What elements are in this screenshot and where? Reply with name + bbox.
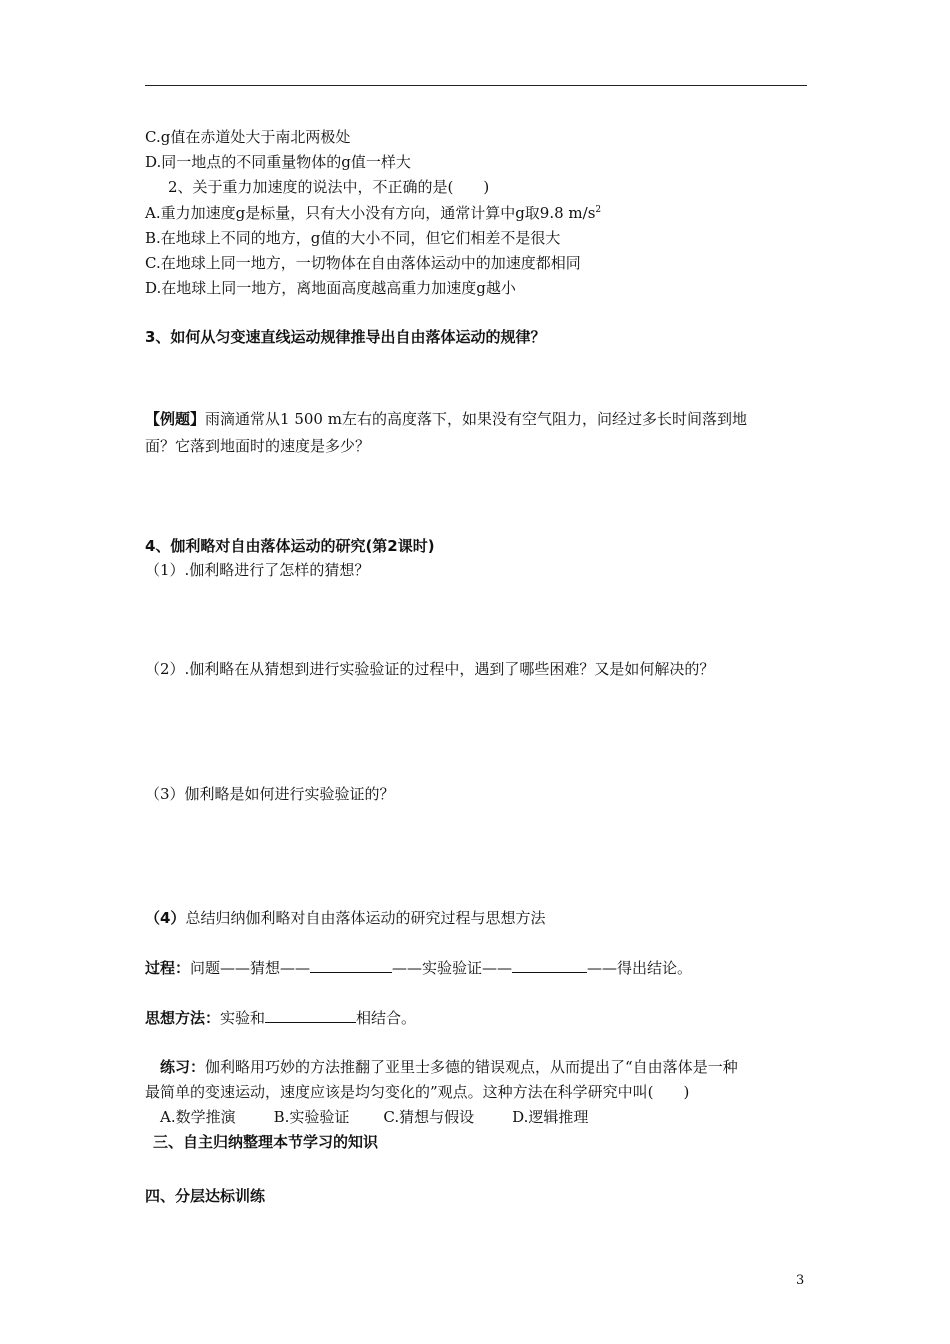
process-part-2: ——实验验证——	[392, 959, 513, 977]
q2-option-b: B.在地球上不同的地方，g值的大小不同，但它们相差不是很大	[145, 229, 561, 247]
practice-text-1: 伽利略用巧妙的方法推翻了亚里士多德的错误观点，从而提出了“自由落体是一种	[205, 1058, 738, 1076]
process-line	[145, 958, 692, 978]
process-blank-1[interactable]	[310, 958, 392, 973]
method-blank[interactable]	[265, 1008, 356, 1023]
question-4-4-text: 总结归纳伽利略对自由落体运动的研究过程与思想方法	[185, 909, 546, 927]
q2-option-c: C.在地球上同一地方，一切物体在自由落体运动中的加速度都相同	[145, 254, 581, 272]
method-part-1: 实验和	[220, 1009, 266, 1027]
practice-options	[160, 1107, 588, 1127]
section-3-heading: 3、如何从匀变速直线运动规律推导出自由落体运动的规律？	[145, 328, 546, 346]
page-number: 3	[796, 1273, 805, 1288]
example-line-1	[145, 409, 747, 429]
question-4-2: （2）.伽利略在从猜想到进行实验验证的过程中，遇到了哪些困难？又是如何解决的？	[145, 660, 715, 678]
practice-option-a: A.数学推演	[160, 1108, 236, 1126]
q2-option-a	[145, 203, 601, 223]
method-label: 思想方法：	[145, 1009, 221, 1027]
practice-option-d: D.逻辑推理	[512, 1108, 589, 1126]
process-part-3: ——得出结论。	[587, 959, 693, 977]
method-part-2: 相结合。	[356, 1009, 417, 1027]
superscript: 2	[595, 205, 602, 215]
q2-option-a-text: A.重力加速度g是标量，只有大小没有方向，通常计算中g取9.8 m/s	[145, 204, 596, 222]
question-4-4-tag: （4）	[145, 909, 186, 927]
example-text-1: 雨滴通常从1 500 m左右的高度落下，如果没有空气阻力，问经过多长时间落到地	[205, 410, 747, 428]
practice-line-1	[160, 1057, 738, 1077]
section-three-heading: 三、自主归纳整理本节学习的知识	[153, 1133, 379, 1151]
example-tag: 【例题】	[145, 410, 206, 428]
practice-label: 练习：	[160, 1058, 206, 1076]
process-part-1: 问题——猜想——	[190, 959, 311, 977]
section-four-heading: 四、分层达标训练	[145, 1187, 266, 1205]
process-blank-2[interactable]	[512, 958, 587, 973]
question-4-3: （3）伽利略是如何进行实验验证的？	[145, 785, 395, 803]
option-c-prev: C.g值在赤道处大于南北两极处	[145, 128, 351, 146]
section-4-heading: 4、伽利略对自由落体运动的研究(第2课时)	[145, 537, 435, 555]
header-rule	[145, 85, 807, 86]
practice-option-c: C.猜想与假设	[383, 1108, 475, 1126]
process-label: 过程：	[145, 959, 191, 977]
method-line	[145, 1008, 416, 1028]
question-4-4	[145, 908, 545, 928]
practice-line-2: 最简单的变速运动，速度应该是均匀变化的”观点。这种方法在科学研究中叫( )	[145, 1083, 690, 1101]
example-line-2: 面？它落到地面时的速度是多少？	[145, 437, 371, 455]
question-4-1: （1）.伽利略进行了怎样的猜想？	[145, 561, 370, 579]
option-d-prev: D.同一地点的不同重量物体的g值一样大	[145, 153, 411, 171]
question-2: 2、关于重力加速度的说法中，不正确的是( )	[168, 178, 490, 196]
q2-option-d: D.在地球上同一地方，离地面高度越高重力加速度g越小	[145, 279, 516, 297]
practice-option-b: B.实验验证	[273, 1108, 350, 1126]
